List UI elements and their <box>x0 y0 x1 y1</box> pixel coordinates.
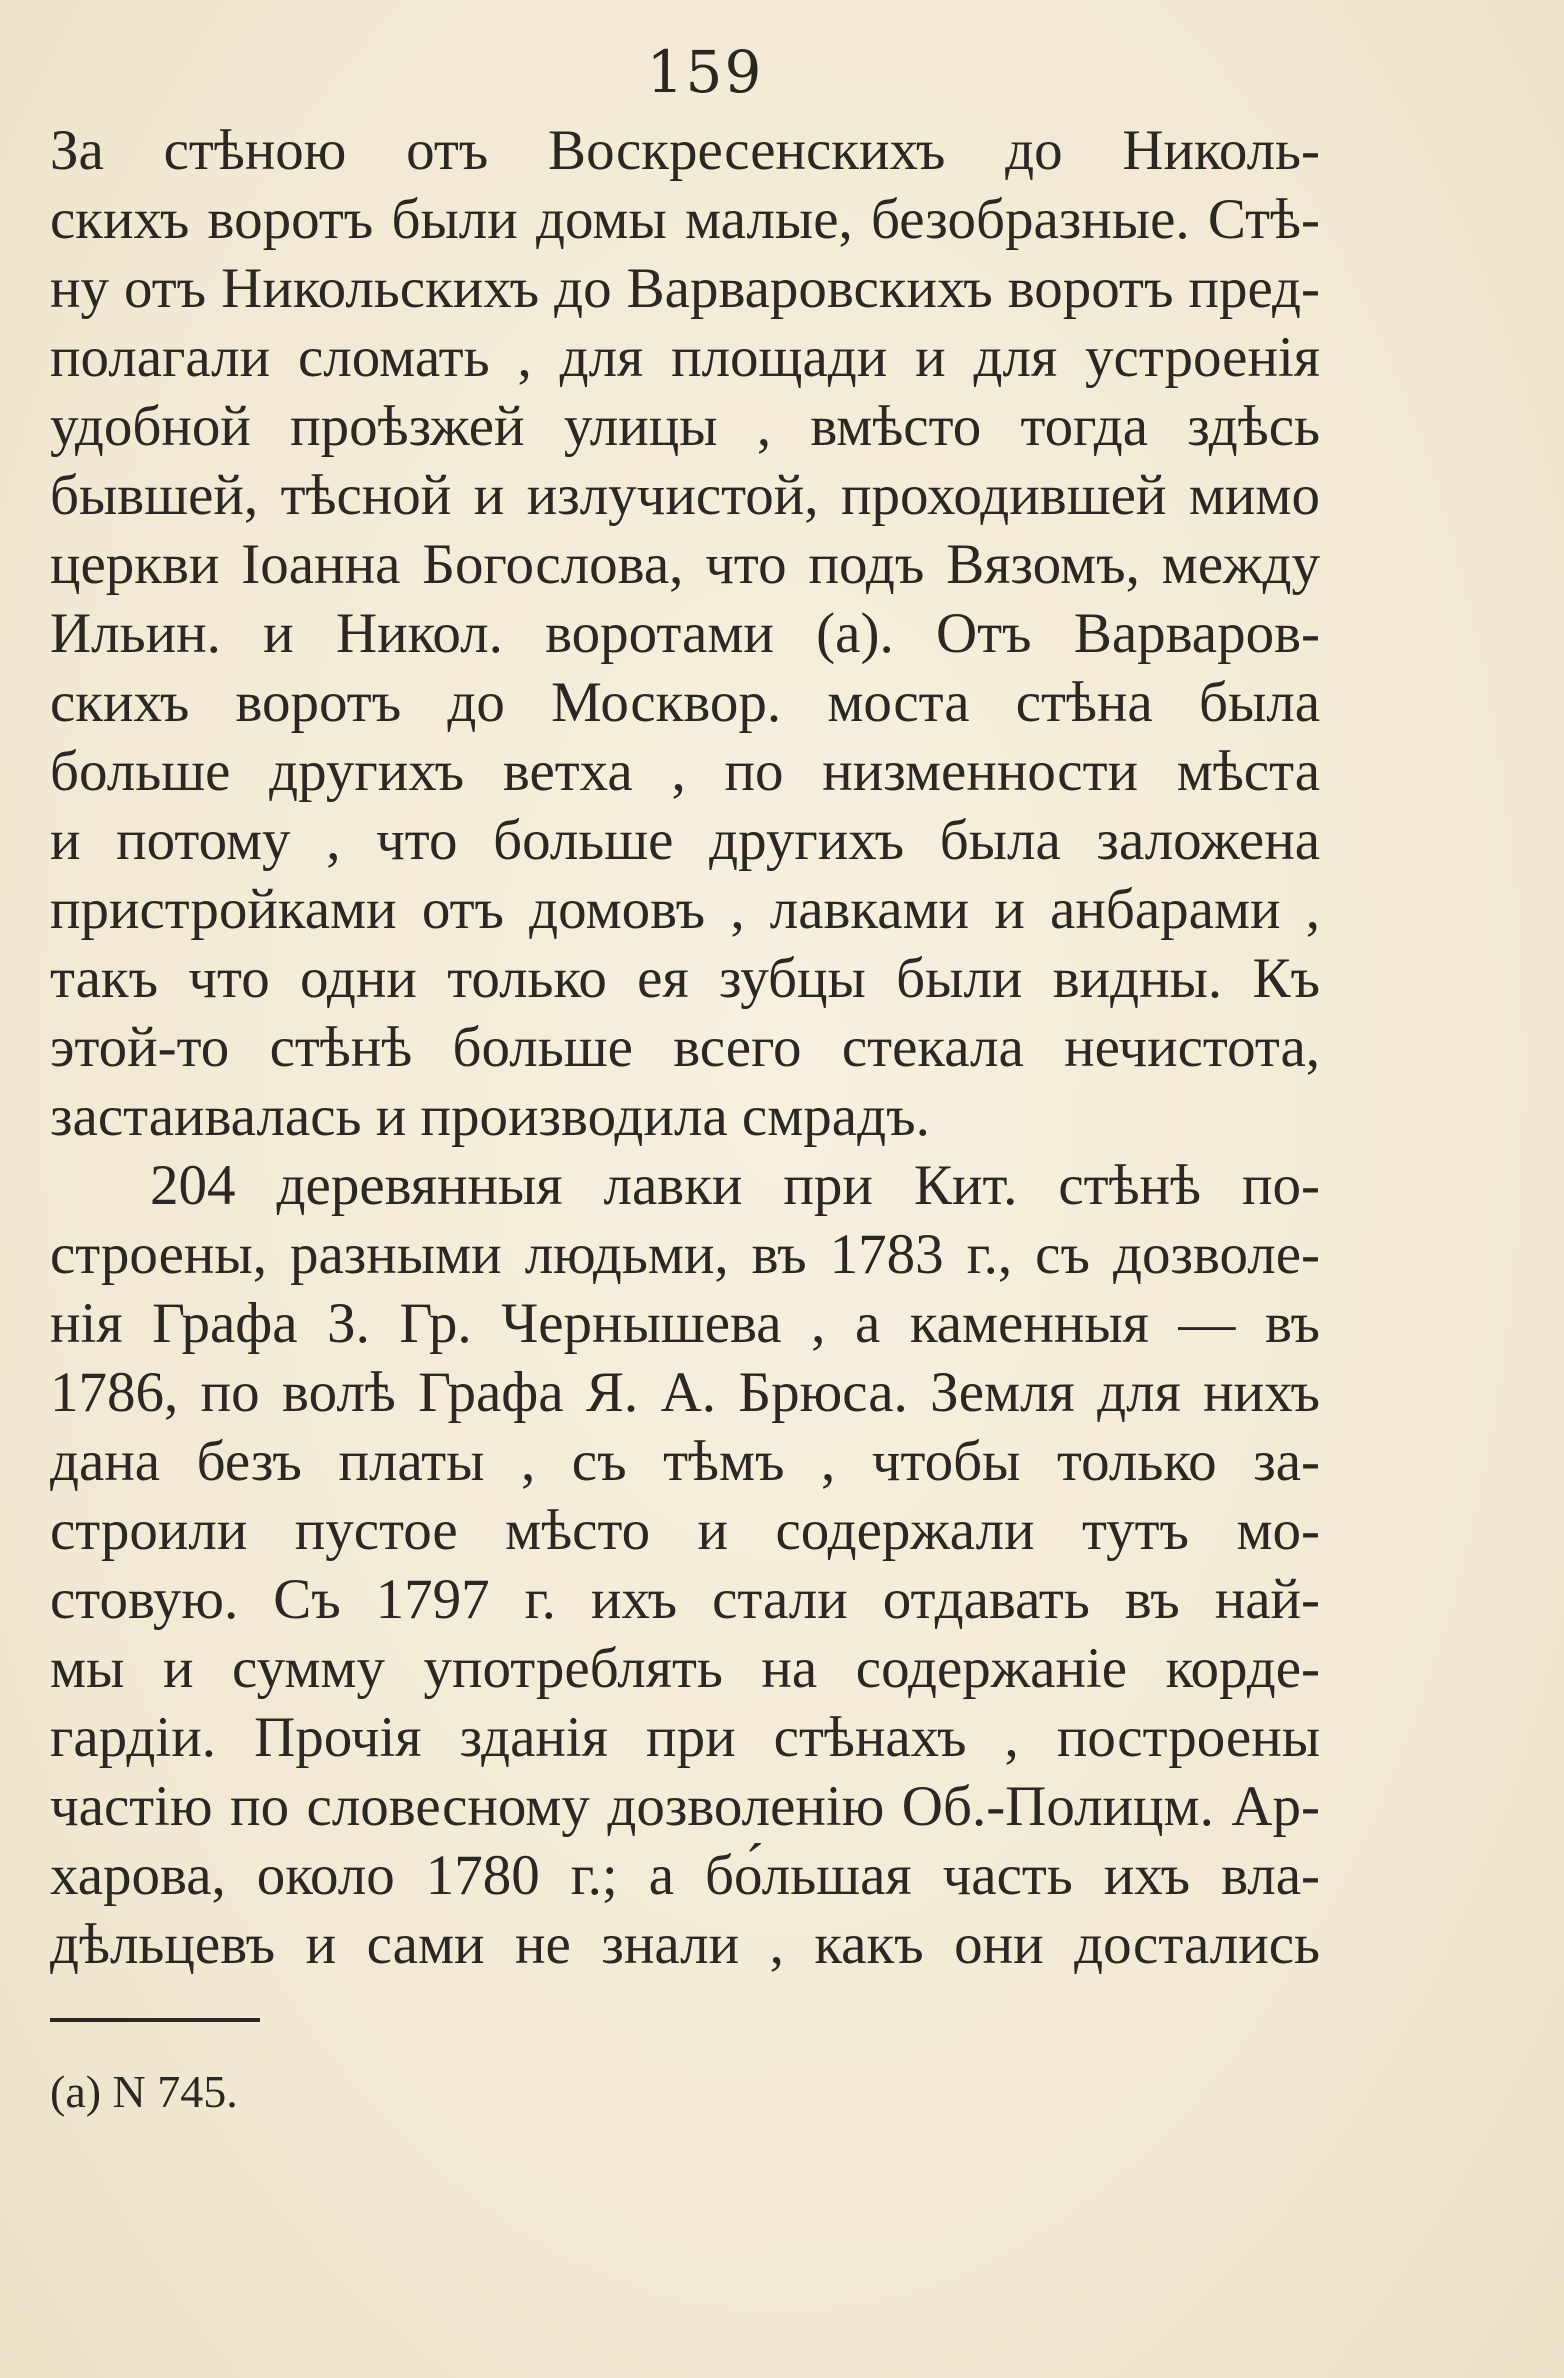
text-line: частію по словесному дозволенію Об.-Полицм. Ар- <box>50 1775 1320 1838</box>
text-line: и потому , что больше другихъ была заложена <box>50 809 1320 872</box>
text-line: полагали сломать , для площади и для устроенія <box>50 326 1320 389</box>
text-line: дѣльцевъ и сами не знали , какъ они достались <box>50 1913 1320 1976</box>
footnote: (а) N 745. <box>50 2066 238 2117</box>
text-line: За стѣною отъ Воскресенскихъ до Николь- <box>50 119 1320 182</box>
text-line: 1786, по волѣ Графа Я. А. Брюса. Земля для нихъ <box>50 1361 1320 1424</box>
text-line: гардіи. Прочія зданія при стѣнахъ , построены <box>50 1706 1320 1769</box>
text-line: бывшей, тѣсной и излучистой, проходившей мимо <box>50 464 1320 527</box>
text-line: такъ что одни только ея зубцы были видны. Къ <box>50 947 1320 1010</box>
text-line: стовую. Съ 1797 г. ихъ стали отдавать въ най- <box>50 1568 1320 1631</box>
text-line: церкви Іоанна Богослова, что подъ Вязомъ, между <box>50 533 1320 596</box>
text-line: застаивалась и производила смрадъ. <box>50 1085 930 1148</box>
text-line: мы и сумму употреблять на содержаніе корде- <box>50 1637 1320 1700</box>
page-number: 159 <box>646 38 764 106</box>
text-line: больше другихъ ветха , по низменности мѣста <box>50 740 1320 803</box>
text-line: строили пустое мѣсто и содержали тутъ мо- <box>50 1499 1320 1562</box>
text-line: строены, разными людьми, въ 1783 г., съ дозволе- <box>50 1223 1320 1286</box>
text-line: дана безъ платы , съ тѣмъ , чтобы только за- <box>50 1430 1320 1493</box>
text-line: Ильин. и Никол. воротами (а). Отъ Варваров- <box>50 602 1320 665</box>
text-line: нія Графа З. Гр. Чернышева , а каменныя — въ <box>50 1292 1320 1355</box>
text-line: пристройками отъ домовъ , лавками и анбарами , <box>50 878 1320 941</box>
text-line: этой-то стѣнѣ больше всего стекала нечистота, <box>50 1016 1320 1079</box>
text-line: удобной проѣзжей улицы , вмѣсто тогда здѣсь <box>50 395 1320 458</box>
text-line: ну отъ Никольскихъ до Варваровскихъ воротъ пред- <box>50 257 1320 320</box>
text-line: скихъ воротъ были домы малые, безобразные. Стѣ- <box>50 188 1320 251</box>
text-line: скихъ воротъ до Москвор. моста стѣна была <box>50 671 1320 734</box>
footnote-divider <box>50 2018 260 2022</box>
text-line: 204 деревянныя лавки при Кит. стѣнѣ по- <box>150 1154 1320 1217</box>
text-line: харова, около 1780 г.; а бо́льшая часть ихъ вла- <box>50 1844 1320 1907</box>
